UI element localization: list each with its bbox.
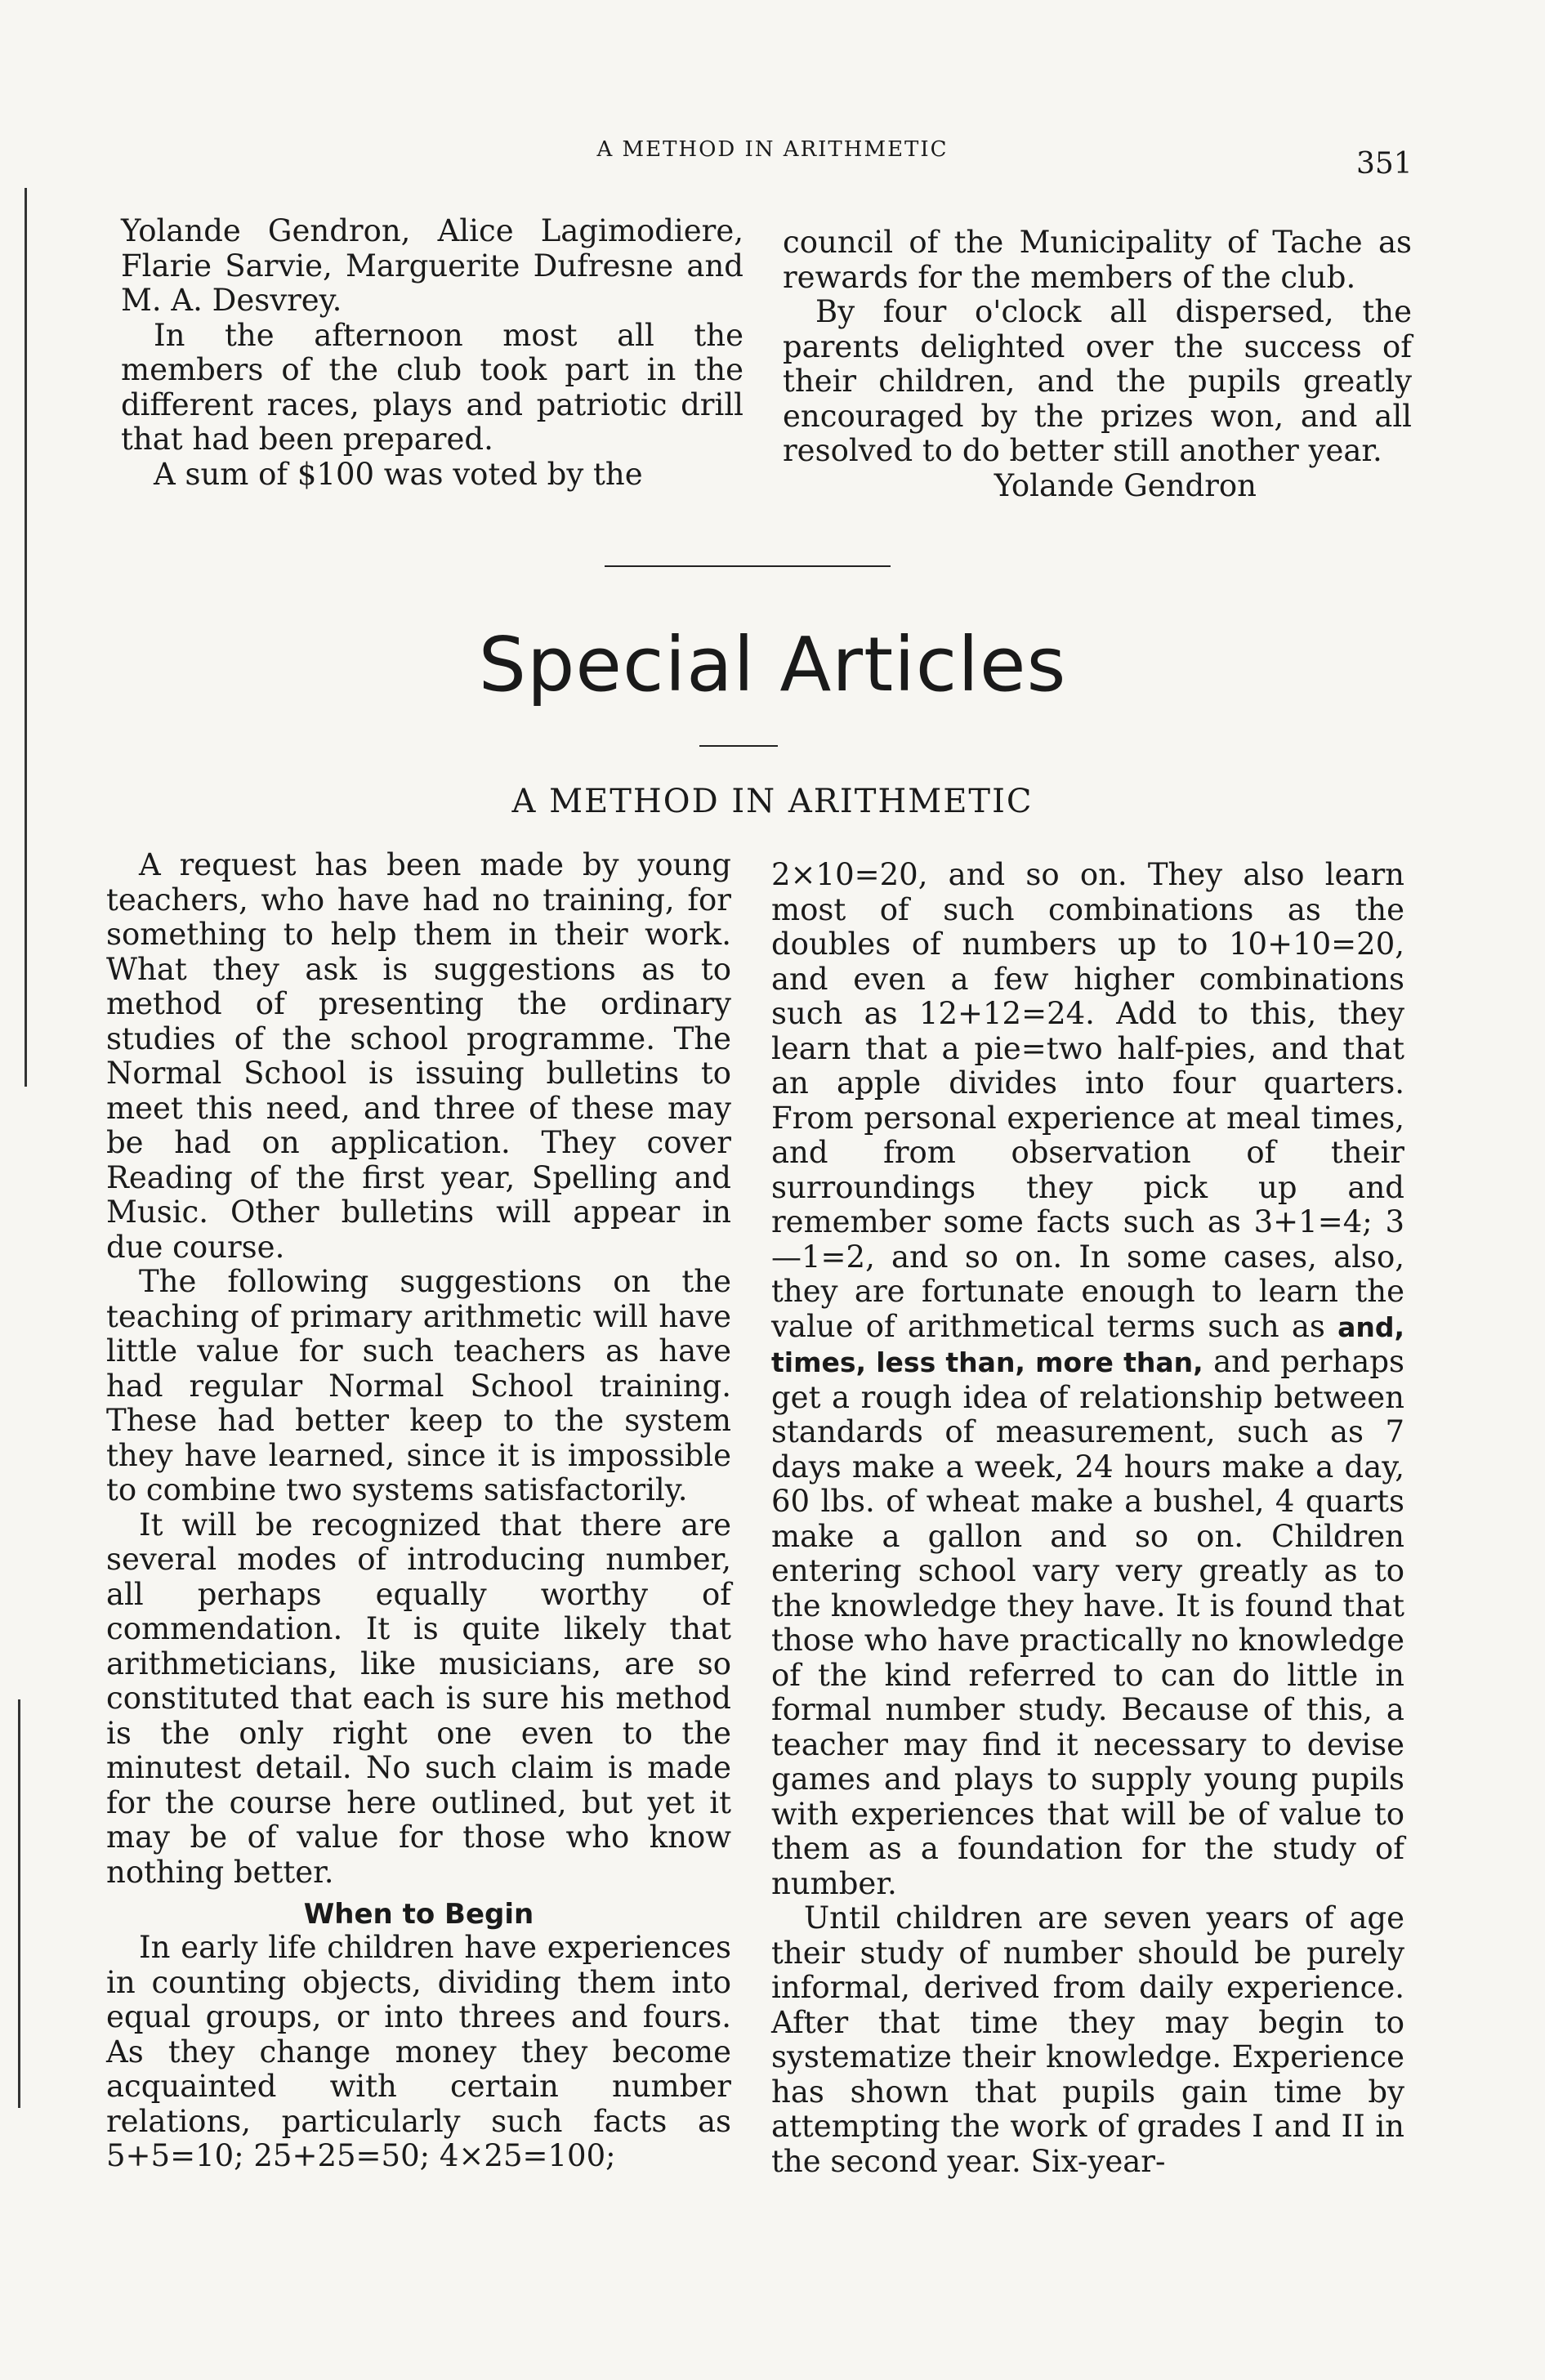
paragraph: council of the Municipality of Tache as rewards for the members of the club.: [783, 225, 1412, 295]
signature: Yolande Gendron: [994, 467, 1257, 503]
paragraph: It will be recognized that there are several modes of introducing number, all perhaps equally worthy of commendation. It is quite likely that arithmeticians, like musicians, are so constituted that each is sure his method is the only right one even to the minutest detail. No such claim is made for the course here outlined, but yet it may be of value for those who know nothing better.: [106, 1507, 731, 1890]
running-head: A METHOD IN ARITHMETIC: [596, 137, 949, 162]
article-right-column: [771, 858, 1404, 2179]
article-left-column: [106, 848, 731, 2174]
paragraph: In early life children have experiences in counting objects, dividing them into equal groups, or into threes and fours. As they change money they become acquainted with certain number relations, particularly such facts as 5+5=10; 25+25=50; 4×25=100;: [106, 1930, 731, 2173]
bold-terms: and, times, less than, more than,: [771, 1311, 1404, 1378]
subheading: When to Begin: [303, 1898, 534, 1931]
paragraph: A sum of $100 was voted by the: [154, 456, 643, 492]
scan-margin-line: [18, 1699, 20, 2108]
text-run: and perhaps get a rough idea of relationship between standards of measurement, such as 7 days make a week, 24 hours make a day, 60 lbs. of wheat make a bushel, 4 quarts make a gallon and so on. Children entering school vary very greatly as to the knowledge they have. It is found that those who have practically no knowledge of the kind referred to can do little in formal number study. Because of this, a teacher may find it necessary to devise games and plays to supply young pupils with experiences that will be of value to them as a foundation for the study of number.: [771, 1344, 1404, 1901]
paragraph: In the afternoon most all the members of the club took part in the different races, plays and patriotic drill that had been prepared.: [121, 317, 743, 457]
paragraph: A request has been made by young teachers, who have had no training, for something to help them in their work. What they ask is suggestions as to method of presenting the ordinary studies of the school programme. The Normal School is issuing bulletins to meet this need, and three of these may be had on application. They cover Reading of the first year, Spelling and Music. Other bulletins will appear in due course.: [106, 847, 731, 1265]
text-run: 2×10=20, and so on. They also learn most of such combinations as the doubles of numbers up to 10+10=20, and even a few higher combinations such as 12+12=24. Add to this, they learn that a pie=two half-pies, and that an apple divides into four quarters. From personal experience at meal times, and from observation of their surroundings they pick up and remember some facts such as 3+1=4; 3—1=2, and so on. In some cases, also, they are fortunate enough to learn the value of arithmetical terms such as: [771, 857, 1404, 1344]
section-title: Special Articles: [478, 621, 1067, 708]
top-left-column: [121, 214, 743, 492]
paragraph: Yolande Gendron, Alice Lagimodiere, Flarie Sarvie, Marguerite Dufresne and M. A. Desvrey.: [121, 213, 743, 318]
paragraph: By four o'clock all dispersed, the parents delighted over the success of their children, and the pupils greatly encouraged by the prizes won, and all resolved to do better still another year.: [783, 294, 1412, 468]
paragraph: The following suggestions on the teaching of primary arithmetic will have little value for such teachers as have had regular Normal School training. These had better keep to the system they have learned, since it is impossible to combine two systems satisfactorily.: [106, 1264, 731, 1507]
article-title: A METHOD IN ARITHMETIC: [511, 783, 1034, 820]
top-right-column: [783, 225, 1412, 503]
paragraph: [771, 858, 1404, 1901]
page-number: 351: [1356, 147, 1413, 181]
divider: [605, 565, 891, 567]
divider: [699, 745, 778, 747]
paragraph: Until children are seven years of age their study of number should be purely informal, derived from daily experience. After that time they may begin to systematize their knowledge. Experience has shown that pupils gain time by attempting the work of grades I and II in the second year. Six-year-: [771, 1900, 1404, 2179]
